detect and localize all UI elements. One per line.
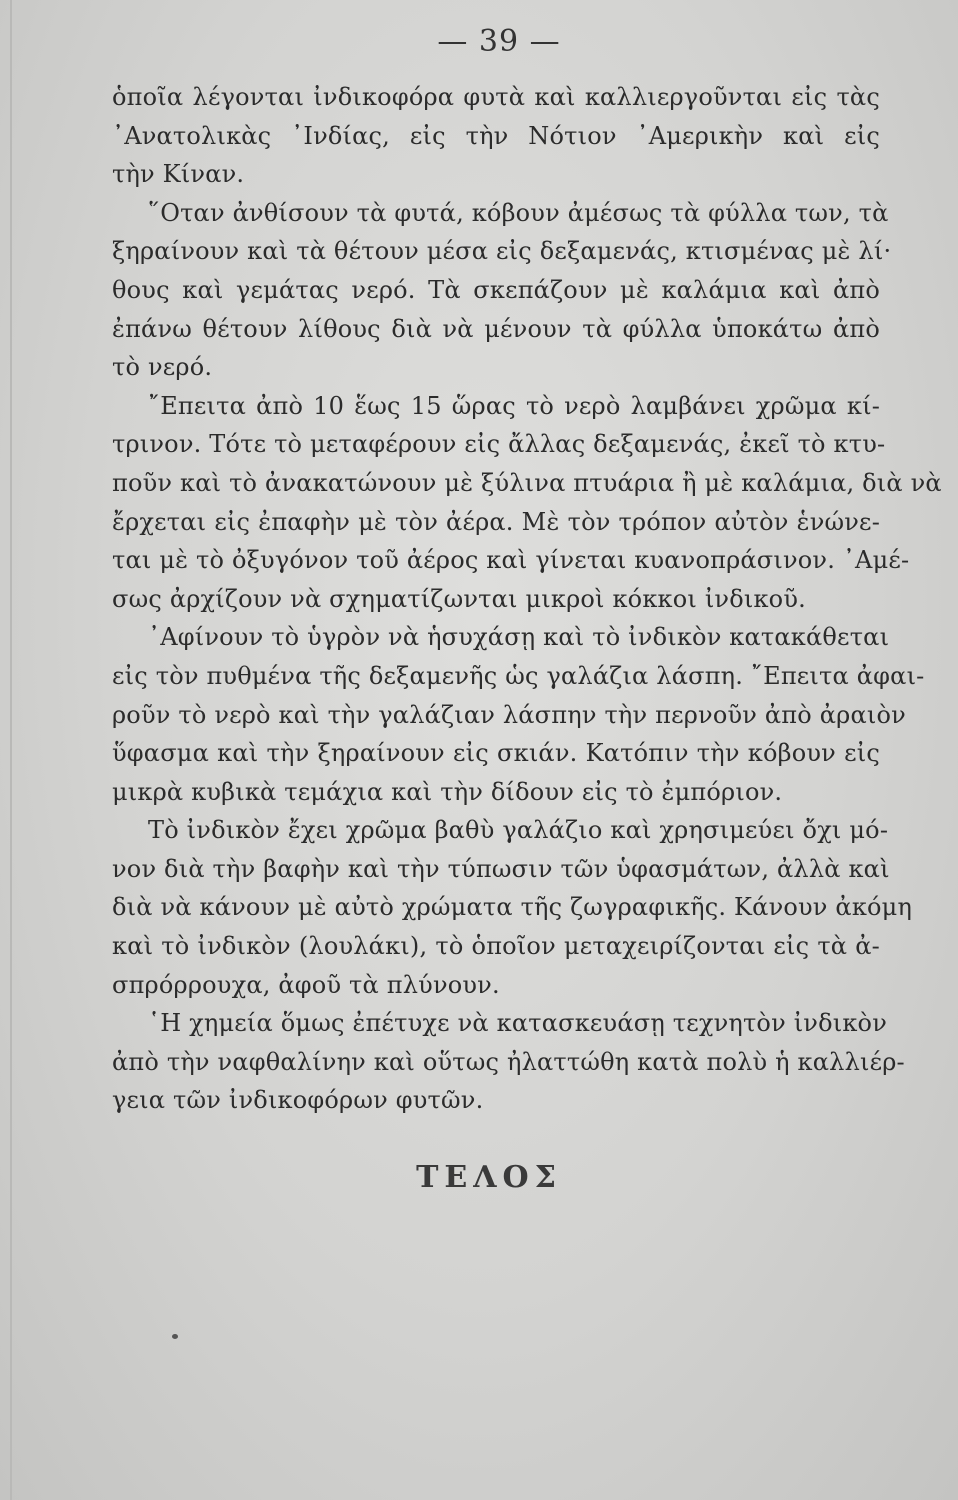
text-line: ῞Οταν ἀνθίσουν τὰ φυτά, κόβουν ἀμέσως τὰ φύλλα των, τὰ: [148, 198, 889, 227]
text-line: ποῦν καὶ τὸ ἀνακατώνουν μὲ ξύλινα πτυάρια ἢ μὲ καλάμια, διὰ νὰ: [112, 468, 942, 497]
text-line: ἀπὸ τὴν ναφθαλίνην καὶ οὕτως ἠλαττώθη κατὰ πολὺ ἡ καλλιέρ-: [112, 1047, 905, 1076]
ink-speck: [172, 1334, 178, 1339]
text-line: ἐπάνω θέτουν λίθους διὰ νὰ μένουν τὰ φύλλα ὑποκάτω ἀπὸ: [112, 314, 880, 343]
text-line: ροῦν τὸ νερὸ καὶ τὴν γαλάζιαν λάσπην τὴν περνοῦν ἀπὸ ἀραιὸν: [112, 700, 906, 729]
page-fold-line: [10, 0, 12, 1500]
text-line: ᾿Αφίνουν τὸ ὑγρὸν νὰ ἡσυχάσῃ καὶ τὸ ἰνδικὸν κατακάθεται: [148, 623, 890, 652]
text-line: σπρόρρουχα, ἀφοῦ τὰ πλύνουν.: [112, 970, 500, 999]
text-line: τρινον. Τότε τὸ μεταφέρουν εἰς ἄλλας δεξαμενάς, ἐκεῖ τὸ κτυ-: [112, 430, 886, 459]
body-text: [112, 78, 942, 1120]
text-line: ξηραίνουν καὶ τὰ θέτουν μέσα εἰς δεξαμενάς, κτισμένας μὲ λί·: [112, 237, 892, 266]
text-line: τὸ νερό.: [112, 353, 213, 382]
page-number: — 39 —: [437, 24, 561, 59]
text-line: ᾿Ανατολικὰς ᾿Ινδίας, εἰς τὴν Νότιον ᾿Αμερικὴν καὶ εἰς: [112, 121, 880, 150]
text-line: ὕφασμα καὶ τὴν ξηραίνουν εἰς σκιάν. Κατόπιν τὴν κόβουν εἰς: [112, 739, 880, 768]
text-line: μικρὰ κυβικὰ τεμάχια καὶ τὴν δίδουν εἰς τὸ ἐμπόριον.: [112, 777, 783, 806]
text-line: καὶ τὸ ἰνδικὸν (λουλάκι), τὸ ὁποῖον μεταχειρίζονται εἰς τὰ ἀ-: [112, 932, 880, 961]
text-line: ῾Η χημεία ὅμως ἐπέτυχε νὰ κατασκευάσῃ τεχνητὸν ἰνδικὸν: [148, 1009, 887, 1038]
text-line: εἰς τὸν πυθμένα τῆς δεξαμενῆς ὡς γαλάζια λάσπη. ῎Επειτα ἀφαι-: [112, 661, 925, 690]
text-line: τὴν Κίναν.: [112, 160, 245, 189]
text-line: σως ἀρχίζουν νὰ σχηματίζωνται μικροὶ κόκκοι ἰνδικοῦ.: [112, 584, 806, 613]
text-line: Τὸ ἰνδικὸν ἔχει χρῶμα βαθὺ γαλάζιο καὶ χρησιμεύει ὄχι μό-: [148, 816, 889, 845]
text-line: ὁποῖα λέγονται ἰνδικοφόρα φυτὰ καὶ καλλιεργοῦνται εἰς τὰς: [112, 83, 880, 111]
text-line: νον διὰ τὴν βαφὴν καὶ τὴν τύπωσιν τῶν ὑφασμάτων, ἀλλὰ καὶ: [112, 854, 890, 883]
text-line: θους καὶ γεμάτας νερό. Τὰ σκεπάζουν μὲ καλάμια καὶ ἀπὸ: [112, 275, 880, 304]
text-line: διὰ νὰ κάνουν μὲ αὐτὸ χρώματα τῆς ζωγραφικῆς. Κάνουν ἀκόμη: [112, 893, 913, 922]
text-line: ῎Επειτα ἀπὸ 10 ἕως 15 ὥρας τὸ νερὸ λαμβάνει χρῶμα κί-: [148, 391, 880, 420]
text-line: γεια τῶν ἰνδικοφόρων φυτῶν.: [112, 1086, 484, 1115]
text-line: ἔρχεται εἰς ἐπαφὴν μὲ τὸν ἀέρα. Μὲ τὸν τρόπον αὐτὸν ἑνώνε-: [112, 507, 880, 536]
end-mark: ΤΕΛΟΣ: [416, 1160, 562, 1195]
text-line: ται μὲ τὸ ὀξυγόνον τοῦ ἀέρος καὶ γίνεται κυανοπράσινον. ᾿Αμέ-: [112, 546, 910, 575]
